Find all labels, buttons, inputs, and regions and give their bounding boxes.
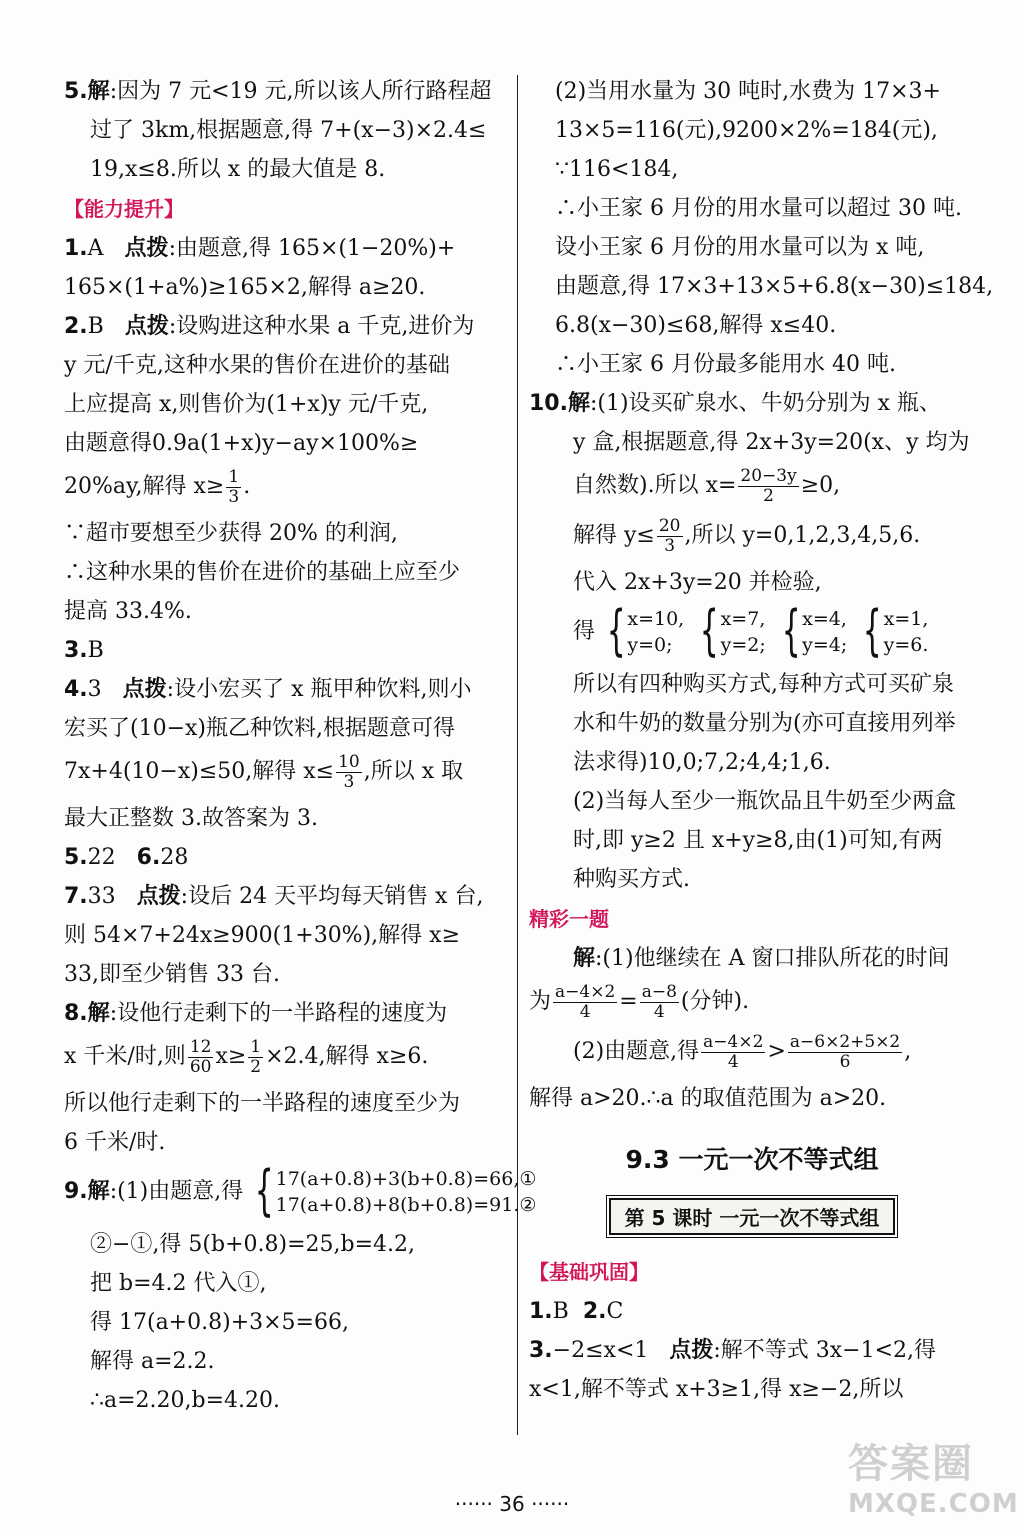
- q9-line3: 把 b=4.2 代入①,: [90, 1271, 267, 1296]
- q10-line9: 法求得)10,0;7,2;4,4;1,6.: [573, 750, 831, 775]
- q10-line1: 10.解:(1)设买矿泉水、牛奶分别为 x 瓶、: [529, 391, 941, 416]
- q8-line3: 所以他行走剩下的一半路程的速度至少为: [64, 1091, 461, 1116]
- section-tag-ability: 【能力提升】: [64, 197, 184, 221]
- hq-line3: (2)由题意,得 $\frac{a-4\times 2}{4}$ > $\frac{a-6\times 2+5\times 2}{6}$ ,: [573, 1031, 912, 1072]
- solution-1: { x=10, y=0;: [606, 599, 685, 662]
- q10-line5: 代入 2x+3y=20 并检验,: [573, 570, 822, 595]
- b3-line1: 3.−2≤x<1 点拨:解不等式 3x−1<2,得: [529, 1338, 937, 1363]
- solution-3: { x=4, y=4;: [781, 599, 848, 662]
- q1-line1: 1.A 点拨:由题意,得 165×(1−20%)+: [64, 236, 456, 261]
- q10-line10: (2)当每人至少一瓶饮品且牛奶至少两盒: [573, 789, 957, 814]
- q10-line7: 所以有四种购买方式,每种方式可买矿泉: [573, 672, 954, 697]
- q2-line6: ∵超市要想至少获得 20% 的利润,: [64, 521, 398, 546]
- q2-line4: 由题意得0.9a(1+x)y−ay×100%≥: [64, 431, 419, 456]
- hq-line4: 解得 a>20.∴a 的取值范围为 a>20.: [529, 1086, 887, 1111]
- q9-line6: ∴a=2.20,b=4.20.: [90, 1388, 281, 1413]
- hq-line2: 为 $\frac{a-4\times 2}{4}$ = $\frac{a-8}{4}$ (分钟).: [529, 981, 750, 1022]
- q5-line1: 5.解:因为 7 元<19 元,所以该人所行路程超: [64, 79, 492, 104]
- q9b-line8: ∴小王家 6 月份最多能用水 40 吨.: [555, 352, 896, 377]
- fraction: $\frac{20}{3}$: [658, 515, 681, 556]
- hq-line1: 解:(1)他继续在 A 窗口排队所花的时间: [573, 946, 950, 971]
- q5-q6-line: 5.22 6.28: [64, 845, 189, 870]
- q7-line1: 7.33 点拨:设后 24 天平均每天销售 x 台,: [64, 884, 484, 909]
- q1-line2: 165×(1+a%)≥165×2,解得 a≥20.: [64, 275, 426, 300]
- equation-system: { 17(a+0.8)+3(b+0.8)=66,① 17(a+0.8)+8(b+0.8)=91.②: [254, 1159, 537, 1222]
- fraction: $\frac{10}{3}$: [338, 751, 360, 792]
- q2-line8: 提高 33.4%.: [64, 599, 192, 624]
- section-tag-highlight: 精彩一题: [529, 907, 609, 931]
- lesson-header: [529, 1198, 975, 1235]
- left-column: [64, 75, 537, 1423]
- q9b-line5: 设小王家 6 月份的用水量可以为 x 吨,: [555, 235, 925, 260]
- q9b-line7: 6.8(x−30)≤68,解得 x≤40.: [555, 313, 837, 338]
- q10-solutions: 得 { x=10, y=0; { x=7, y=2; { x=4, y=4; { x=1, y=6.: [573, 599, 929, 662]
- watermark-logo: 答案圈 MXQE.COM: [848, 1441, 1019, 1519]
- q10-line8: 水和牛奶的数量分别为(亦可直接用列举: [573, 711, 956, 736]
- q9-line1: 9.解:(1)由题意,得 { 17(a+0.8)+3(b+0.8)=66,① 17(a+0.8)+8(b+0.8)=91.②: [64, 1159, 537, 1222]
- q2-line2: y 元/千克,这种水果的售价在进价的基础: [64, 353, 450, 378]
- q8-line4: 6 千米/时.: [64, 1130, 166, 1155]
- q2-line5: 20%ay,解得 x≥ $\frac{1}{3}$ .: [64, 466, 251, 507]
- q9b-line6: 由题意,得 17×3+13×5+6.8(x−30)≤184,: [555, 274, 994, 299]
- lesson-label: 第 5 课时 一元一次不等式组: [609, 1198, 896, 1235]
- fraction: $\frac{a-4\times 2}{4}$: [703, 1031, 764, 1072]
- q4-line3: 7x+4(10−x)≤50,解得 x≤ $\frac{10}{3}$ ,所以 x 取: [64, 751, 464, 792]
- b12-line: 1.B 2.C: [529, 1299, 624, 1324]
- q8-line1: 8.解:设他行走剩下的一半路程的速度为: [64, 1001, 448, 1026]
- q10-line3: 自然数).所以 x= $\frac{20-3y}{2}$ ≥0,: [573, 465, 841, 506]
- q2-line1: 2.B 点拨:设购进这种水果 a 千克,进价为: [64, 314, 475, 339]
- q10-line12: 种购买方式.: [573, 867, 690, 892]
- q2-line7: ∴这种水果的售价在进价的基础上应至少: [64, 560, 461, 585]
- b3-line2: x<1,解不等式 x+3≥1,得 x≥−2,所以: [529, 1377, 904, 1402]
- q4-line1: 4.3 点拨:设小宏买了 x 瓶甲种饮料,则小: [64, 677, 472, 702]
- q8-line2: x 千米/时,则 $\frac{12}{60}$ x≥ $\frac{1}{2}$ ×2.4,解得 x≥6.: [64, 1036, 429, 1077]
- q10-line4: 解得 y≤ $\frac{20}{3}$ ,所以 y=0,1,2,3,4,5,6.: [573, 515, 921, 556]
- q7-line2: 则 54×7+24x≥900(1+30%),解得 x≥: [64, 923, 461, 948]
- q9-line4: 得 17(a+0.8)+3×5=66,: [90, 1310, 349, 1335]
- right-column: [529, 75, 994, 1412]
- section-title: 9.3 一元一次不等式组: [625, 1145, 879, 1174]
- fraction: $\frac{1}{2}$: [250, 1036, 262, 1077]
- fraction: $\frac{a-4\times 2}{4}$: [555, 981, 616, 1022]
- solution-2: { x=7, y=2;: [699, 599, 766, 662]
- q10-line2: y 盒,根据题意,得 2x+3y=20(x、y 均为: [573, 430, 970, 455]
- q5-line3: 19,x≤8.所以 x 的最大值是 8.: [90, 157, 386, 182]
- page-number: ······ 36 ······: [454, 1492, 570, 1516]
- fraction: $\frac{20-3y}{2}$: [740, 465, 797, 506]
- section-tag-basic: 【基础巩固】: [529, 1260, 649, 1284]
- fraction: $\frac{a-6\times 2+5\times 2}{6}$: [789, 1031, 901, 1072]
- q9-line5: 解得 a=2.2.: [90, 1349, 215, 1374]
- q10-line11: 时,即 y≥2 且 x+y≥8,由(1)可知,有两: [573, 828, 943, 853]
- q3-line: 3.B: [64, 638, 104, 663]
- solution-4: { x=1, y=6.: [862, 599, 929, 662]
- q7-line3: 33,即至少销售 33 台.: [64, 962, 280, 987]
- fraction: $\frac{12}{60}$: [189, 1036, 212, 1077]
- q4-line2: 宏买了(10−x)瓶乙种饮料,根据题意可得: [64, 716, 455, 741]
- column-divider: [517, 75, 518, 1435]
- q9b-line4: ∴小王家 6 月份的用水量可以超过 30 吨.: [555, 196, 962, 221]
- q4-line4: 最大正整数 3.故答案为 3.: [64, 806, 318, 831]
- q9b-line1: (2)当用水量为 30 吨时,水费为 17×3+: [555, 79, 941, 104]
- q2-line3: 上应提高 x,则售价为(1+x)y 元/千克,: [64, 392, 429, 417]
- q5-line2: 过了 3km,根据题意,得 7+(x−3)×2.4≤: [90, 118, 487, 143]
- q9-line2: ②−①,得 5(b+0.8)=25,b=4.2,: [90, 1232, 416, 1257]
- q9b-line2: 13×5=116(元),9200×2%=184(元),: [555, 118, 938, 143]
- fraction: $\frac{1}{3}$: [228, 466, 240, 507]
- q9b-line3: ∵116<184,: [555, 157, 679, 182]
- fraction: $\frac{a-8}{4}$: [641, 981, 677, 1022]
